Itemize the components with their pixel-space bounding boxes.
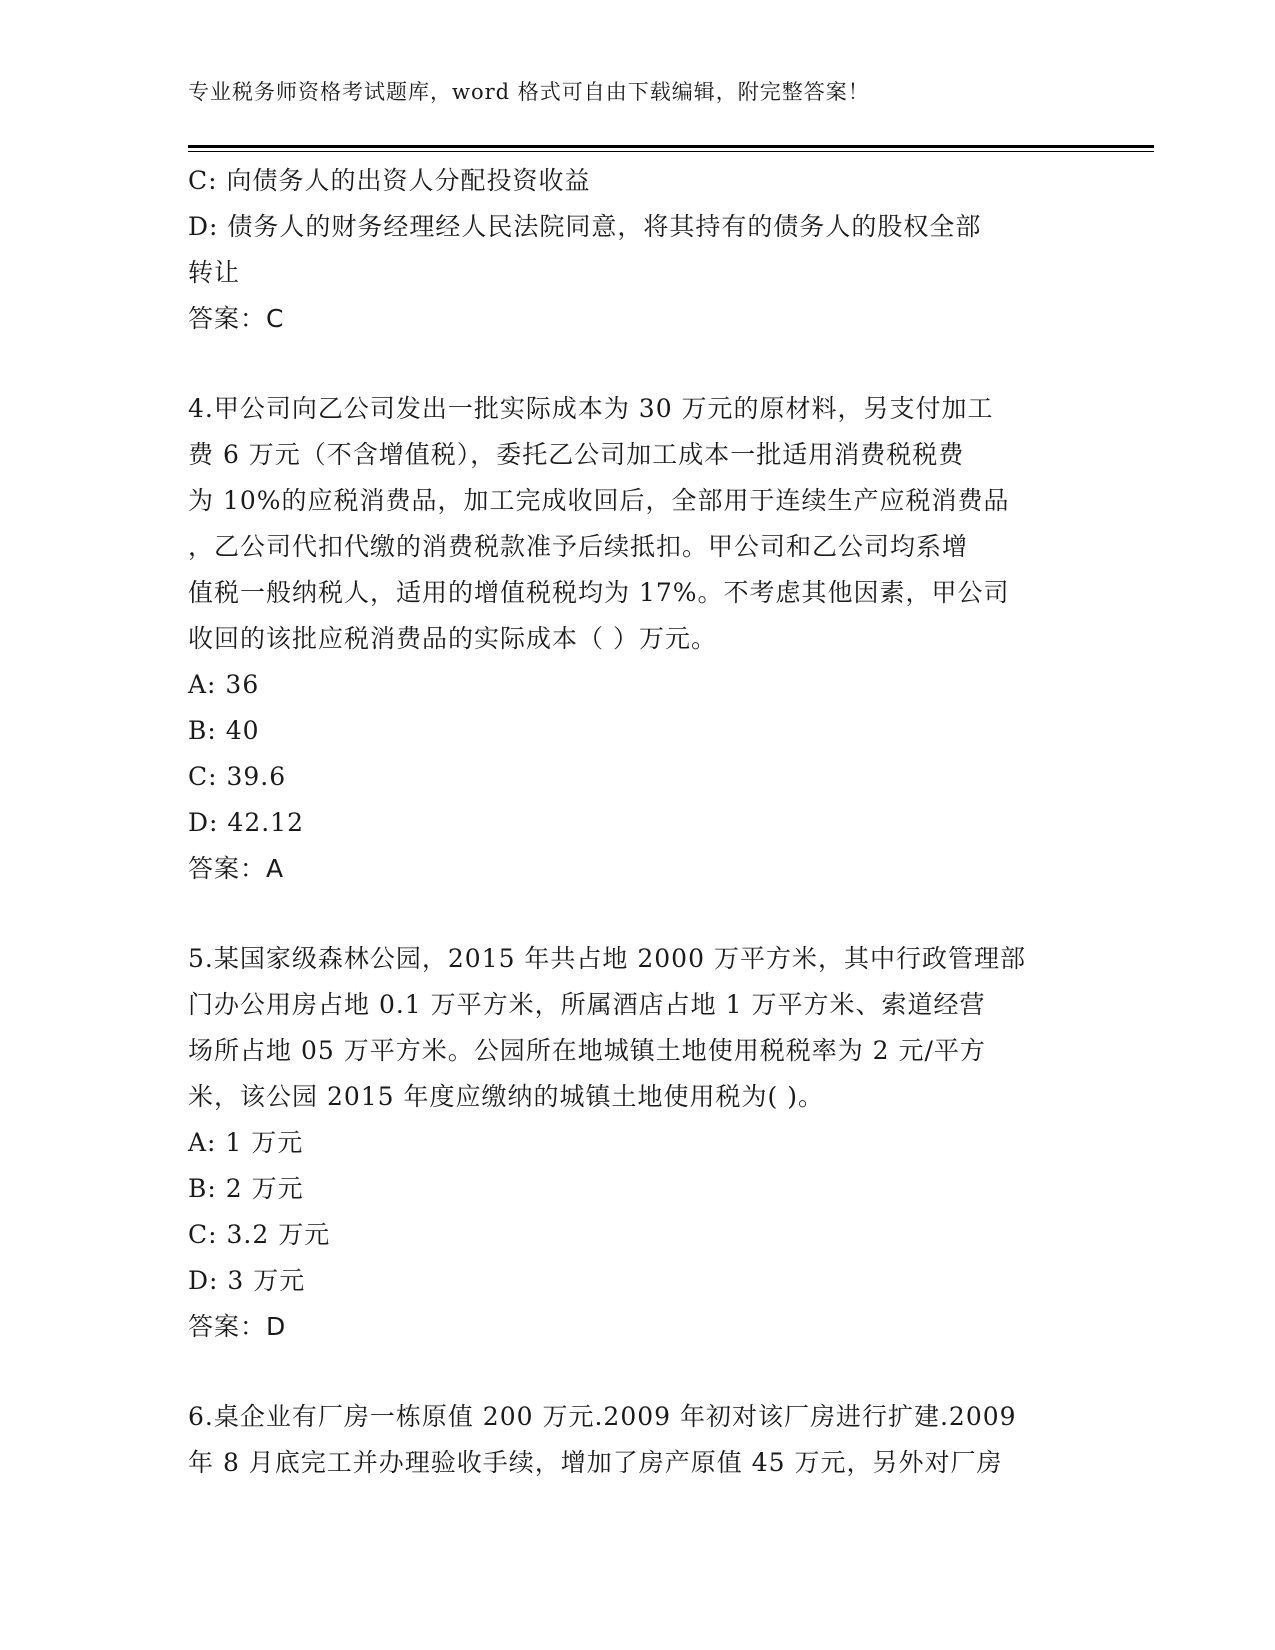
header-rule-thick bbox=[188, 145, 1154, 148]
option-d: D: 债务人的财务经理经人民法院同意，将其持有的债务人的股权全部 bbox=[188, 212, 982, 241]
question-text-line: 4.甲公司向乙公司发出一批实际成本为 30 万元的原材料，另支付加工 bbox=[188, 394, 994, 423]
question-5 bbox=[188, 936, 1088, 1350]
question-text-line: 费 6 万元（不含增值税），委托乙公司加工成本一批适用消费税税费 bbox=[188, 440, 965, 469]
question-text-line: 米，该公园 2015 年度应缴纳的城镇土地使用税为( )。 bbox=[188, 1082, 824, 1111]
option-d-cont: 转让 bbox=[188, 258, 241, 287]
option-a: A: 36 bbox=[188, 670, 260, 699]
header-rule-thin bbox=[188, 151, 1154, 152]
question-text-line: 6.桌企业有厂房一栋原值 200 万元.2009 年初对该厂房进行扩建.2009 bbox=[188, 1402, 1017, 1431]
question-text-line: 年 8 月底完工并办理验收手续，增加了房产原值 45 万元，另外对厂房 bbox=[188, 1448, 1003, 1477]
question-6 bbox=[188, 1394, 1088, 1486]
option-c: C: 39.6 bbox=[188, 762, 287, 791]
question-text-line: ，乙公司代扣代缴的消费税款准予后续抵扣。甲公司和乙公司均系增 bbox=[188, 532, 969, 561]
page-header: 专业税务师资格考试题库，word 格式可自由下载编辑，附完整答案！ bbox=[188, 80, 870, 104]
option-c: C: 向债务人的出资人分配投资收益 bbox=[188, 166, 591, 195]
answer: 答案：C bbox=[188, 304, 285, 333]
option-b: B: 2 万元 bbox=[188, 1174, 304, 1203]
question-text-line: 场所占地 05 万平方米。公园所在地城镇土地使用税税率为 2 元/平方 bbox=[188, 1036, 986, 1065]
answer: 答案：D bbox=[188, 1312, 287, 1341]
answer: 答案：A bbox=[188, 854, 285, 883]
question-text-line: 收回的该批应税消费品的实际成本（ ）万元。 bbox=[188, 624, 717, 653]
option-d: D: 42.12 bbox=[188, 808, 304, 837]
option-a: A: 1 万元 bbox=[188, 1128, 304, 1157]
question-text-line: 门办公用房占地 0.1 万平方米，所属酒店占地 1 万平方米、索道经营 bbox=[188, 990, 986, 1019]
option-d: D: 3 万元 bbox=[188, 1266, 306, 1295]
option-b: B: 40 bbox=[188, 716, 260, 745]
question-4 bbox=[188, 386, 1088, 892]
question-text-line: 为 10%的应税消费品，加工完成收回后，全部用于连续生产应税消费品 bbox=[188, 486, 1010, 515]
option-c: C: 3.2 万元 bbox=[188, 1220, 331, 1249]
question-3-tail bbox=[188, 158, 1088, 342]
question-text-line: 值税一般纳税人，适用的增值税税均为 17%。不考虑其他因素，甲公司 bbox=[188, 578, 1010, 607]
document-body bbox=[188, 158, 1088, 1486]
question-text-line: 5.某国家级森林公园，2015 年共占地 2000 万平方米，其中行政管理部 bbox=[188, 944, 1026, 973]
